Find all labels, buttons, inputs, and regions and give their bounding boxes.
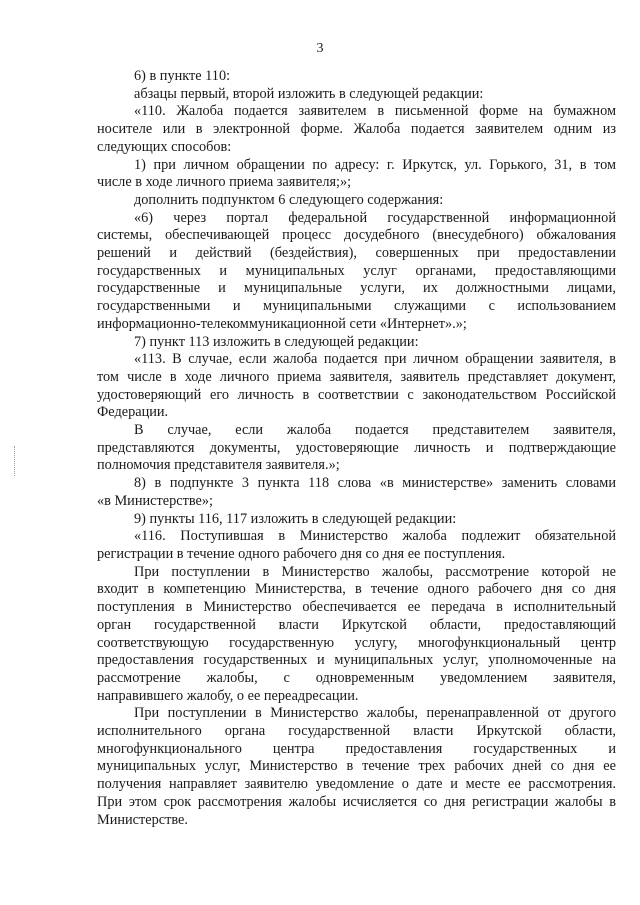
text-line: носителе или в электронной форме. Жалоба подается заявителем одним из — [97, 121, 616, 138]
item-6-instruction — [97, 86, 616, 104]
text-line: предоставления государственных и муниципальных услуг, уполномоченные на — [97, 652, 616, 669]
text-line: 7) пункт 113 изложить в следующей редакции: — [134, 333, 419, 350]
text-line: системы, обеспечивающей процесс досудебного (внесудебного) обжалования — [97, 227, 616, 244]
text-line: полномочия представителя заявителя.»; — [97, 457, 340, 474]
text-line: 8) в подпункте 3 пункта 118 слова «в министерстве» заменить словами — [134, 475, 616, 492]
item-6-heading — [97, 68, 616, 86]
text-line: государственные и муниципальные услуги, их должностными лицами, — [97, 280, 616, 297]
text-line: 1) при личном обращении по адресу: г. Иркутск, ул. Горького, 31, в том — [134, 156, 616, 173]
text-line: соответствующую государственную услугу, многофункциональный центр — [97, 634, 616, 651]
text-line: «113. В случае, если жалоба подается при личном обращении заявителя, в — [134, 351, 616, 368]
page-number: 3 — [316, 41, 324, 56]
text-line: следующих способов: — [97, 138, 232, 155]
text-line: «110. Жалоба подается заявителем в письменной форме на бумажном — [134, 103, 616, 120]
text-line: направившего жалобу, о ее переадресации. — [97, 687, 359, 704]
text-line: Министерстве. — [97, 811, 188, 828]
text-line: удостоверяющий его личность в соответствии с законодательством Российской — [97, 386, 616, 403]
text-line: В случае, если жалоба подается представителем заявителя, — [134, 422, 616, 439]
text-line: При этом срок рассмотрения жалобы исчисляется со дня регистрации жалобы в — [97, 793, 616, 810]
text-line: государственными и муниципальными служащими с использованием — [97, 298, 616, 315]
text-line: государственных и муниципальных услуг органами, предоставляющими — [97, 262, 616, 279]
text-line: информационно-телекоммуникационной сети «Интернет».»; — [97, 315, 467, 332]
sub-6-text — [97, 210, 616, 334]
text-line: представляются документы, удостоверяющие личность и подтверждающие — [97, 439, 616, 456]
text-line: При поступлении в Министерство жалобы, перенаправленной от другого — [134, 705, 616, 722]
text-line: муниципальных услуг, Министерство в течение трех рабочих дней со дня ее — [97, 758, 616, 775]
clause-110-text — [97, 103, 616, 156]
text-line: «в Министерстве»; — [97, 492, 213, 509]
clause-116-forwarded — [97, 705, 616, 829]
text-line: поступления в Министерство обеспечивается ее передача в исполнительный — [97, 599, 616, 616]
text-line: «6) через портал федеральной государственной информационной — [134, 209, 616, 226]
clause-113-representative — [97, 422, 616, 475]
item-7-heading — [97, 334, 616, 352]
text-line: «116. Поступившая в Министерство жалоба подлежит обязательной — [134, 528, 616, 545]
text-line: входит в компетенцию Министерства, в течение одного рабочего дня со дня — [97, 581, 616, 598]
text-line: решений и действий (бездействия), совершенных при предоставлении — [97, 245, 616, 262]
clause-113-text — [97, 351, 616, 422]
clause-110-sub-1 — [97, 157, 616, 192]
clause-116-text — [97, 528, 616, 563]
document-body — [97, 68, 616, 829]
item-8-text — [97, 475, 616, 510]
text-line: том числе в ходе личного приема заявителя, заявитель представляет документ, — [97, 368, 616, 385]
text-line: дополнить подпунктом 6 следующего содержания: — [134, 191, 444, 208]
clause-116-redirect — [97, 564, 616, 706]
text-line: получения направляет заявителю уведомление о дате и месте ее рассмотрения. — [97, 776, 616, 793]
text-line: многофункционального центра предоставления государственных и — [97, 740, 616, 757]
text-line: Федерации. — [97, 404, 169, 421]
supplement-instruction — [97, 192, 616, 210]
text-line: абзацы первый, второй изложить в следующей редакции: — [134, 85, 484, 102]
text-line: орган государственной власти Иркутской области, предоставляющий — [97, 616, 616, 633]
text-line: 6) в пункте 110: — [134, 68, 231, 84]
text-line: регистрации в течение одного рабочего дня со дня ее поступления. — [97, 545, 506, 562]
text-line: исполнительного органа государственной власти Иркутской области, — [97, 723, 616, 740]
margin-mark — [14, 446, 16, 476]
text-line: 9) пункты 116, 117 изложить в следующей редакции: — [134, 510, 457, 527]
item-9-heading — [97, 511, 616, 529]
text-line: При поступлении в Министерство жалобы, рассмотрение которой не — [134, 563, 616, 580]
text-line: рассмотрение жалобы, с одновременным уведомлением заявителя, — [97, 669, 616, 686]
text-line: числе в ходе личного приема заявителя;»; — [97, 174, 352, 191]
